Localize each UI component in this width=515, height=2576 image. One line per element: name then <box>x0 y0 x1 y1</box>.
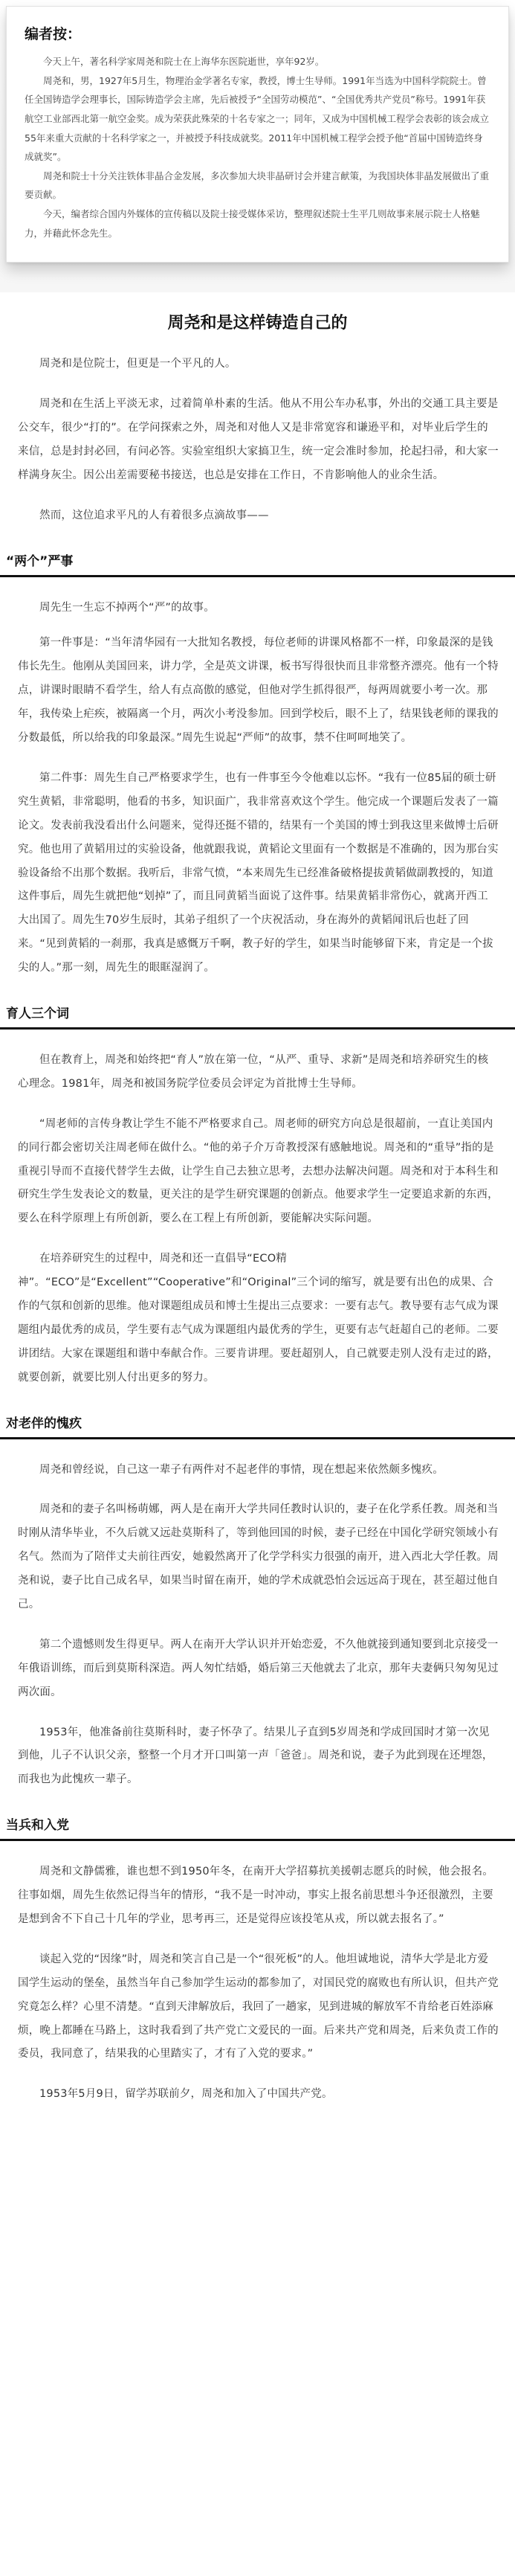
section-paragraph: 1953年5月9日，留学苏联前夕，周尧和加入了中国共产党。 <box>39 2088 333 2101</box>
editor-note-paragraph: 周尧和，男，1927年5月生，物理治金学著名专家，教授，博士生导师。1991年当选为中国科学院院士。曾任全国铸造学会理事长，国际铸造学会主席，先后被授予“全国劳动模范”、“全国优秀共产党员”称号。1991年获航空工业部西北第一航空金奖。成为荣获此殊荣的十名专家之一；同年，又成为中国机械工程学会表彰的该会成立55年来重大贡献的十名科学家之一，并被授予科技成就奖。2011年中国机械工程学会授予他“首届中国铸造终身成就奖”。 <box>25 74 490 163</box>
editor-note-paragraph: 今天，编者综合国内外媒体的宣传稿以及院士接受媒体采访，整理叙述院士生平几则故事来展示院士人格魅力，并藉此怀念先生。 <box>25 208 480 239</box>
section-paragraph: 谈起入党的“因缘”时，周尧和笑言自己是一个“很死板”的人。他坦诚地说，清华大学是北方爱国学生运动的堡垒，虽然当年自己参加学生运动的都参加了，对国民党的腐败也有所认识，但共产党究竟怎么样？心里不清楚。“直到天津解放后，我回了一趟家，见到进城的解放军不肯给老百姓添麻烦，晚上都睡在马路上，这时我看到了共产党亡文爱民的一面。后来共产党和周尧，后来负责工作的委员，我同意了，结果我的心里踏实了，才有了入党的要求。” <box>18 1953 499 2061</box>
section-heading: “两个”严事 <box>0 547 515 577</box>
section-paragraph: 第二件事：周先生自己严格要求学生，也有一件事至今令他难以忘怀。“我有一位85届的硕士研究生黄韬，非常聪明，他看的书多，知识面广，我非常喜欢这个学生。他完成一个课题后发表了一篇论文。发表前我没看出什么问题来，觉得还挺不错的，结果有一个美国的博士到我这里来做博士后研究。他也用了黄韬用过的实验设备，他就跟我说，黄韬论文里面有一个数据是不准确的，因为那台实验设备给不出那个数据。我听后，非常气愤，“本来周先生已经准备破格提拔黄韬做副教授的，知道这件事后，周先生就把他“划掉”了，而且同黄韬当面说了这件事。结果黄韬非常伤心，就离开西工大出国了。周先生70岁生辰时，其弟子组织了一个庆祝活动，身在海外的黄韬闻讯后也赶了回来。“见到黄韬的一刹那，我真是感慨万千啊，教子好的学生，如果当时能够留下来，肯定是一个拔尖的人。”那一刻，周先生的眼眶湿润了。 <box>18 771 499 974</box>
editor-note-paragraph: 周尧和院士十分关注铁体非晶合金发展，多次参加大块非晶研讨会并建言献策，为我国块体非晶发展做出了重要贡献。 <box>25 170 490 201</box>
intro-paragraph: 周尧和在生活上平淡无求，过着简单朴素的生活。他从不用公车办私事，外出的交通工具主要是公交车，很少“打的”。在学问探索之外，周尧和对他人又是非常宽容和谦逊平和，对毕业后学生的来信，总是封封必回，有问必答。实验室组织大家搞卫生，统一定会准时参加，抡起扫帚，和大家一样满身灰尘。因公出差需要秘书接送，也总是安排在工作日，不肯影响他人的业余生活。 <box>18 398 499 481</box>
section-education <box>0 1000 515 1390</box>
editor-note-wrapper <box>0 0 515 292</box>
section-paragraph: 第二个遗憾则发生得更早。两人在南开大学认识并开始恋爱，不久他就接到通知要到北京接受一年俄语训练，而后到莫斯科深造。两人匆忙结婚，婚后第三天他就去了北京，那年夫妻俩只匆匆见过两次面。 <box>18 1638 499 1698</box>
article-title: 周尧和是这样铸造自己的 <box>167 314 348 333</box>
section-paragraph: 但在教育上，周尧和始终把“育人”放在第一位，“从严、重导、求新”是周尧和培养研究生的核心理念。1981年，周尧和被国务院学位委员会评定为首批博士生导师。 <box>18 1053 489 1090</box>
section-paragraph: “周老师的言传身教让学生不能不严格要求自己。周老师的研究方向总是很超前，一直让美国内的同行都会密切关注周老师在做什么。“他的弟子介万奇教授深有感触地说。周尧和的“重导”指的是重视引导而不直接代替学生去做，让学生自己去独立思考，去想办法解决问题。周尧和对于本科生和研究生学生发表论文的数量，更关注的是学生研究课题的创新点。他要求学生一定要追求新的东西，要么在科学原理上有所创新，要么在工程上有所创新，要能解决实际问题。 <box>18 1117 499 1225</box>
editor-note-paragraph: 今天上午，著名科学家周尧和院士在上海华东医院逝世，享年92岁。 <box>43 56 325 67</box>
section-paragraph: 第一件事是：“当年清华园有一大批知名教授，每位老师的讲课风格都不一样，印象最深的是钱伟长先生。他刚从美国回来，讲力学，全是英文讲课，板书写得很快而且非常整齐漂亮。他有一个特点，讲课时眼睛不看学生，给人有点高傲的感觉，但他对学生抓得很严，每两周就要小考一次。那年，我传染上疟疾，被隔离一个月，两次小考没参加。回到学校后，眼不上了，结果钱老师的课我的分数最低，所以给我的印象最深。”周先生说起“严师”的故事，禁不住呵呵地笑了。 <box>18 637 499 745</box>
editor-note-heading: 编者按： <box>25 26 82 42</box>
section-paragraph: 周尧和文静儒雅，谁也想不到1950年冬，在南开大学招募抗美援朝志愿兵的时候，他会报名。往事如烟，周先生依然记得当年的情形，“我不是一时冲动，事实上报名前思想斗争还很激烈，主要是想到舍不下自己十几年的学业，思考再三，还是觉得应该投笔从戎，所以就去报名了。” <box>18 1866 493 1925</box>
section-paragraph: 周先生一生忘不掉两个“严”的故事。 <box>39 601 215 614</box>
intro-paragraph: 周尧和是位院士，但更是一个平凡的人。 <box>39 358 236 370</box>
section-heading: 当兵和入党 <box>0 1811 515 1841</box>
section-paragraph: 在培养研究生的过程中，周尧和还一直倡导“ECO精神”。“ECO”是“Excellent”“Cooperative”和“Original”三个词的缩写，就是要有出色的成果、合作的气氛和创新的思维。他对课题组成员和博士生提出三点要求：一要有志气。教导要有志气成为课题组内最优秀的成员，学生要有志气成为课题组内最优秀的学生，更要有志气赶超自己的老师。二要讲团结。大家在课题组和谐中奉献合作。三要肯讲理。要赶超别人，自己就要走别人没有走过的路，就要创新，就要比别人付出更多的努力。 <box>18 1253 499 1384</box>
section-heading: 对老伴的愧疚 <box>0 1410 515 1439</box>
section-heading: 育人三个词 <box>0 1000 515 1030</box>
section-wife <box>0 1410 515 1793</box>
editor-note-card <box>6 6 509 263</box>
section-paragraph: 周尧和曾经说，自己这一辈子有两件对不起老伴的事情，现在想起来依然颇多愧疚。 <box>39 1463 444 1476</box>
intro-paragraph: 然而，这位追求平凡的人有着很多点滴故事—— <box>39 509 269 521</box>
section-paragraph: 1953年，他准备前往莫斯科时，妻子怀孕了。结果儿子直到5岁周尧和学成回国时才第一次见到他，儿子不认识父亲，整整一个月才开口叫第一声「爸爸」。周尧和说，妻子为此到现在还埋怨，而我也为此愧疚一辈子。 <box>18 1726 493 1786</box>
section-paragraph: 周尧和的妻子名叫杨萌娜，两人是在南开大学共同任教时认识的，妻子在化学系任教。周尧和当时刚从清华毕业，不久后就又远赴莫斯科了，等到他回国的时候，妻子已经在中国化学研究领域小有名气。然而为了陪伴丈夫前往西安，她毅然离开了化学学科实力很强的南开，进入西北大学任教。周尧和说，妻子比自己成名早，如果当时留在南开，她的学术成就恐怕会远远高于现在，甚至超过他自己。 <box>18 1503 499 1610</box>
section-two-strict <box>0 547 515 980</box>
section-army-party <box>0 1811 515 2107</box>
